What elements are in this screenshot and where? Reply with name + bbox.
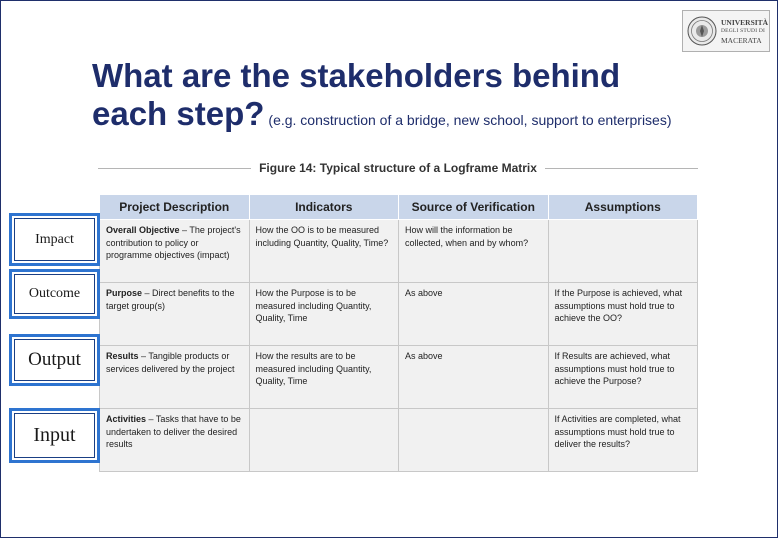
cell-assumptions: If Activities are completed, what assumptions must hold true to deliver the results? <box>548 409 698 472</box>
level-box-input: Input <box>9 408 100 463</box>
cell-verification: As above <box>399 346 549 409</box>
cell-verification: As above <box>399 283 549 346</box>
caption-rule-right <box>545 168 698 169</box>
cell-description-bold: Activities <box>106 414 147 424</box>
slide-title-line2-wrap <box>92 95 672 139</box>
slide-title <box>92 57 672 139</box>
cell-description-bold: Overall Objective <box>106 225 180 235</box>
cell-description <box>100 409 250 472</box>
cell-description-rest: – Tangible products or services delivered by the project <box>106 351 235 374</box>
cell-indicators: How the results are to be measured including Quantity, Quality, Time <box>249 346 399 409</box>
slide-title-note: (e.g. construction of a bridge, new school, support to enterprises) <box>268 112 672 128</box>
level-box-output: Output <box>9 334 100 386</box>
logframe-matrix-table <box>99 194 698 472</box>
header-project-description: Project Description <box>100 195 250 220</box>
logo-text-line1: UNIVERSITÀ <box>721 17 769 27</box>
level-box-outcome: Outcome <box>9 269 100 319</box>
cell-assumptions: If Results are achieved, what assumptions must hold true to achieve the Purpose? <box>548 346 698 409</box>
cell-verification: How will the information be collected, when and by whom? <box>399 220 549 283</box>
table-row <box>100 220 698 283</box>
cell-indicators <box>249 409 399 472</box>
header-indicators: Indicators <box>249 195 399 220</box>
university-seal-icon <box>687 16 717 46</box>
cell-description-rest: – Direct benefits to the target group(s) <box>106 288 235 311</box>
figure-caption: Figure 14: Typical structure of a Logframe Matrix <box>259 161 537 175</box>
university-logo <box>682 10 770 52</box>
logo-text-line3: MACERATA <box>721 35 762 45</box>
cell-description <box>100 283 250 346</box>
cell-description-bold: Results <box>106 351 139 361</box>
logo-text-line2: DEGLI STUDI DI <box>721 27 766 34</box>
table-row <box>100 283 698 346</box>
cell-assumptions <box>548 220 698 283</box>
caption-rule-left <box>98 168 251 169</box>
cell-description-rest: – The project's contribution to policy or programme objectives (impact) <box>106 225 241 260</box>
slide-title-line2: each step? <box>92 95 265 132</box>
cell-description <box>100 346 250 409</box>
table-row <box>100 346 698 409</box>
cell-description-bold: Purpose <box>106 288 143 298</box>
table-row <box>100 409 698 472</box>
cell-verification <box>399 409 549 472</box>
level-box-impact: Impact <box>9 213 100 266</box>
figure-caption-row <box>98 158 698 178</box>
cell-indicators: How the Purpose is to be measured including Quantity, Quality, Time <box>249 283 399 346</box>
cell-indicators: How the OO is to be measured including Quantity, Quality, Time? <box>249 220 399 283</box>
header-source-of-verification: Source of Verification <box>399 195 549 220</box>
slide-title-line1: What are the stakeholders behind <box>92 57 621 94</box>
table-header-row <box>100 195 698 220</box>
cell-assumptions: If the Purpose is achieved, what assumptions must hold true to achieve the OO? <box>548 283 698 346</box>
cell-description-rest: – Tasks that have to be undertaken to deliver the desired results <box>106 414 241 449</box>
cell-description <box>100 220 250 283</box>
header-assumptions: Assumptions <box>548 195 698 220</box>
